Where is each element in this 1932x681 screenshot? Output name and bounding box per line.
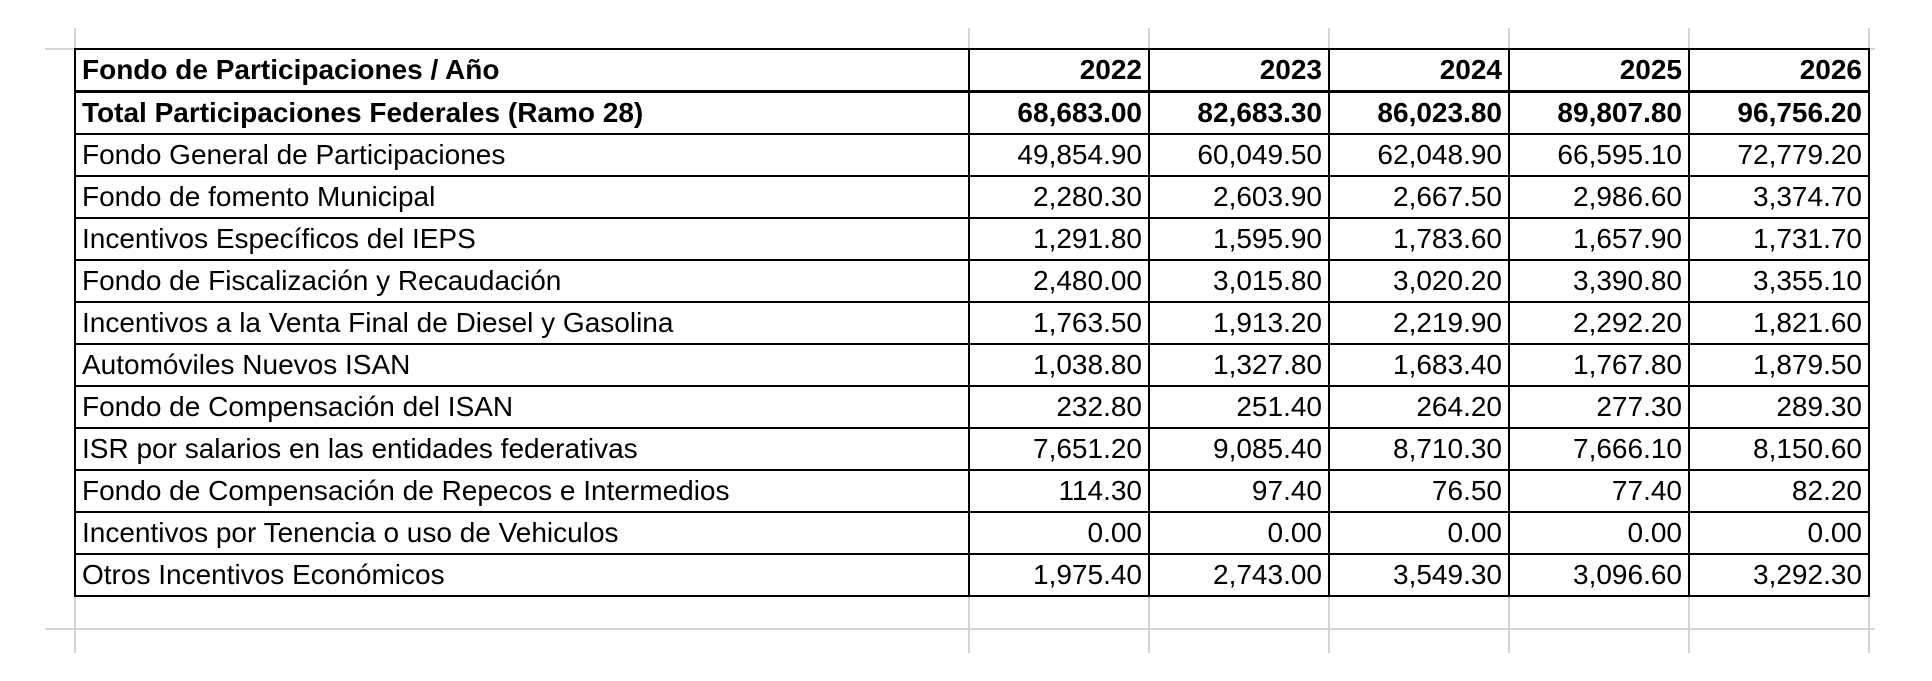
value-cell[interactable]: 82,683.30 [1149, 92, 1329, 135]
value-cell[interactable]: 7,666.10 [1509, 428, 1689, 470]
row-label-cell[interactable]: Otros Incentivos Económicos [75, 554, 969, 596]
value-cell[interactable]: 62,048.90 [1329, 134, 1509, 176]
value-cell[interactable]: 82.20 [1689, 470, 1869, 512]
value-cell[interactable]: 0.00 [1509, 512, 1689, 554]
value-cell[interactable]: 0.00 [1329, 512, 1509, 554]
value-cell[interactable]: 1,657.90 [1509, 218, 1689, 260]
table-row [75, 512, 1869, 554]
value-cell[interactable]: 1,913.20 [1149, 302, 1329, 344]
value-cell[interactable]: 8,150.60 [1689, 428, 1869, 470]
row-label-cell[interactable]: Incentivos a la Venta Final de Diesel y Gasolina [75, 302, 969, 344]
table-row [75, 344, 1869, 386]
value-cell[interactable]: 7,651.20 [969, 428, 1149, 470]
value-cell[interactable]: 3,096.60 [1509, 554, 1689, 596]
value-cell[interactable]: 72,779.20 [1689, 134, 1869, 176]
value-cell[interactable]: 251.40 [1149, 386, 1329, 428]
value-cell[interactable]: 2,280.30 [969, 176, 1149, 218]
value-cell[interactable]: 1,767.80 [1509, 344, 1689, 386]
value-cell[interactable]: 86,023.80 [1329, 92, 1509, 135]
table-row [75, 554, 1869, 596]
value-cell[interactable]: 49,854.90 [969, 134, 1149, 176]
value-cell[interactable]: 3,390.80 [1509, 260, 1689, 302]
value-cell[interactable]: 9,085.40 [1149, 428, 1329, 470]
value-cell[interactable]: 68,683.00 [969, 92, 1149, 135]
value-cell[interactable]: 77.40 [1509, 470, 1689, 512]
header-label-cell[interactable]: Fondo de Participaciones / Año [75, 49, 969, 92]
value-cell[interactable]: 0.00 [1149, 512, 1329, 554]
value-cell[interactable]: 76.50 [1329, 470, 1509, 512]
row-label-cell[interactable]: ISR por salarios en las entidades federativas [75, 428, 969, 470]
value-cell[interactable]: 2,603.90 [1149, 176, 1329, 218]
row-label-cell[interactable]: Total Participaciones Federales (Ramo 28) [75, 92, 969, 135]
total-row [75, 92, 1869, 135]
table-body [75, 92, 1869, 597]
value-cell[interactable]: 1,595.90 [1149, 218, 1329, 260]
value-cell[interactable]: 232.80 [969, 386, 1149, 428]
value-cell[interactable]: 2,743.00 [1149, 554, 1329, 596]
value-cell[interactable]: 1,879.50 [1689, 344, 1869, 386]
value-cell[interactable]: 0.00 [969, 512, 1149, 554]
value-cell[interactable]: 1,327.80 [1149, 344, 1329, 386]
value-cell[interactable]: 8,710.30 [1329, 428, 1509, 470]
value-cell[interactable]: 1,038.80 [969, 344, 1149, 386]
header-year-cell[interactable]: 2024 [1329, 49, 1509, 92]
participaciones-table [74, 48, 1870, 597]
table-row [75, 386, 1869, 428]
value-cell[interactable]: 114.30 [969, 470, 1149, 512]
value-cell[interactable]: 1,291.80 [969, 218, 1149, 260]
value-cell[interactable]: 3,355.10 [1689, 260, 1869, 302]
table-row [75, 134, 1869, 176]
value-cell[interactable]: 89,807.80 [1509, 92, 1689, 135]
row-label-cell[interactable]: Fondo de Fiscalización y Recaudación [75, 260, 969, 302]
value-cell[interactable]: 277.30 [1509, 386, 1689, 428]
value-cell[interactable]: 66,595.10 [1509, 134, 1689, 176]
table-row [75, 428, 1869, 470]
value-cell[interactable]: 1,975.40 [969, 554, 1149, 596]
value-cell[interactable]: 1,683.40 [1329, 344, 1509, 386]
value-cell[interactable]: 289.30 [1689, 386, 1869, 428]
value-cell[interactable]: 3,020.20 [1329, 260, 1509, 302]
row-label-cell[interactable]: Automóviles Nuevos ISAN [75, 344, 969, 386]
value-cell[interactable]: 3,549.30 [1329, 554, 1509, 596]
row-label-cell[interactable]: Incentivos por Tenencia o uso de Vehiculos [75, 512, 969, 554]
value-cell[interactable]: 264.20 [1329, 386, 1509, 428]
table-row [75, 260, 1869, 302]
table-row [75, 218, 1869, 260]
value-cell[interactable]: 60,049.50 [1149, 134, 1329, 176]
table-row [75, 302, 1869, 344]
value-cell[interactable]: 1,731.70 [1689, 218, 1869, 260]
header-year-cell[interactable]: 2026 [1689, 49, 1869, 92]
value-cell[interactable]: 2,986.60 [1509, 176, 1689, 218]
header-year-cell[interactable]: 2023 [1149, 49, 1329, 92]
value-cell[interactable]: 2,480.00 [969, 260, 1149, 302]
value-cell[interactable]: 96,756.20 [1689, 92, 1869, 135]
value-cell[interactable]: 97.40 [1149, 470, 1329, 512]
value-cell[interactable]: 3,292.30 [1689, 554, 1869, 596]
row-label-cell[interactable]: Fondo de fomento Municipal [75, 176, 969, 218]
value-cell[interactable]: 2,219.90 [1329, 302, 1509, 344]
value-cell[interactable]: 2,292.20 [1509, 302, 1689, 344]
table-row [75, 176, 1869, 218]
table-row [75, 470, 1869, 512]
value-cell[interactable]: 1,783.60 [1329, 218, 1509, 260]
row-label-cell[interactable]: Fondo de Compensación del ISAN [75, 386, 969, 428]
value-cell[interactable]: 3,374.70 [1689, 176, 1869, 218]
value-cell[interactable]: 2,667.50 [1329, 176, 1509, 218]
row-label-cell[interactable]: Incentivos Específicos del IEPS [75, 218, 969, 260]
header-year-cell[interactable]: 2025 [1509, 49, 1689, 92]
value-cell[interactable]: 1,763.50 [969, 302, 1149, 344]
value-cell[interactable]: 1,821.60 [1689, 302, 1869, 344]
value-cell[interactable]: 0.00 [1689, 512, 1869, 554]
spreadsheet-area [74, 48, 1870, 597]
header-row [75, 49, 1869, 92]
header-year-cell[interactable]: 2022 [969, 49, 1149, 92]
row-label-cell[interactable]: Fondo de Compensación de Repecos e Intermedios [75, 470, 969, 512]
value-cell[interactable]: 3,015.80 [1149, 260, 1329, 302]
row-label-cell[interactable]: Fondo General de Participaciones [75, 134, 969, 176]
